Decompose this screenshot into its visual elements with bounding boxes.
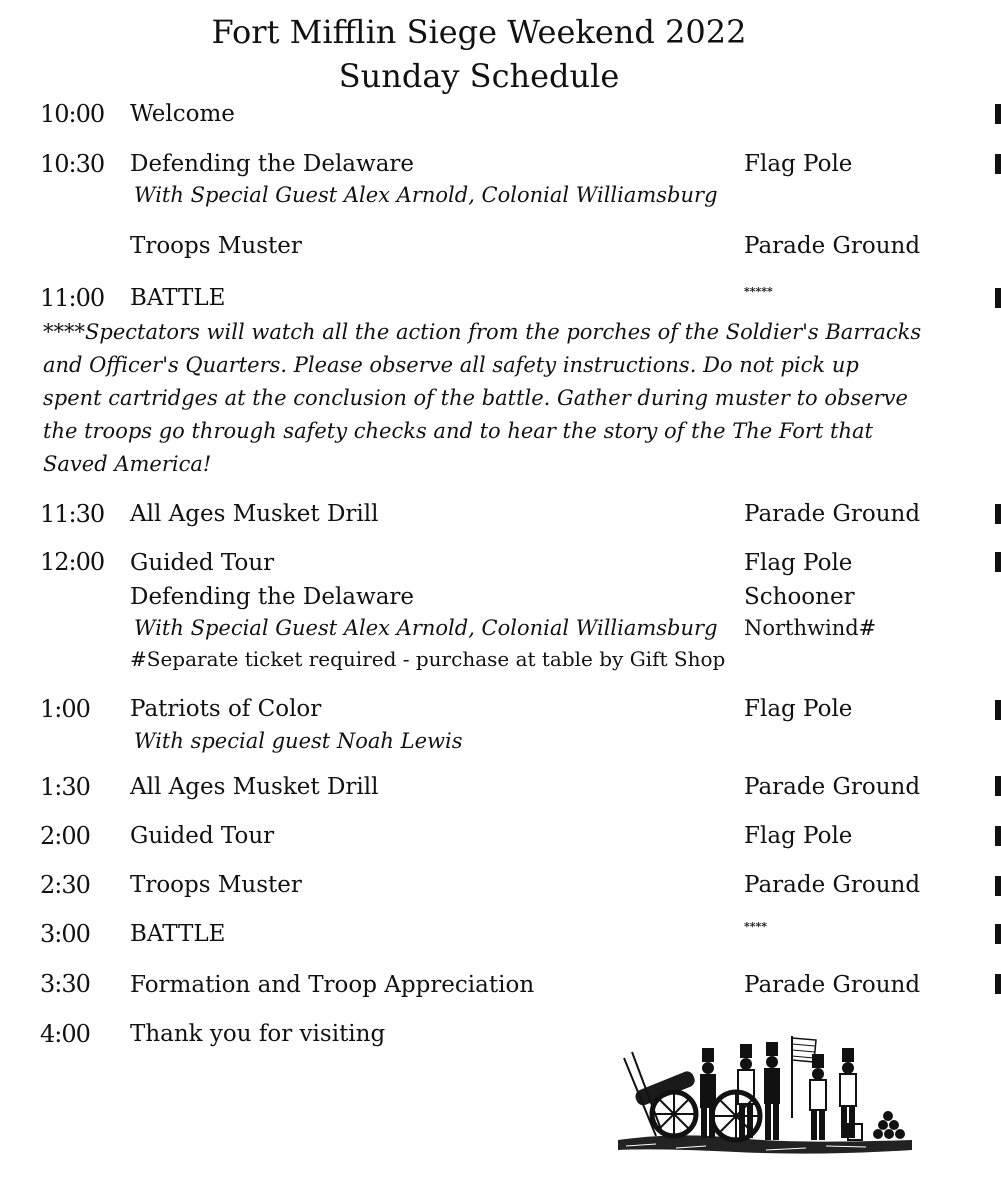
time-label: 11:30 (40, 500, 105, 528)
time-label: 3:00 (40, 920, 90, 948)
time-label: 10:00 (40, 100, 105, 128)
soldiers-with-cannon-engraving (616, 1028, 912, 1162)
time-label: 11:00 (40, 284, 105, 312)
cropped-text-fragment (995, 776, 1001, 796)
event-location: Schooner (744, 584, 855, 610)
event-title: Defending the Delaware (130, 151, 415, 177)
event-location: Parade Ground (744, 774, 921, 800)
time-label: 12:00 (40, 548, 105, 576)
time-label: 1:30 (40, 773, 90, 801)
time-label: 1:00 (40, 695, 90, 723)
event-location: **** (744, 920, 768, 933)
cropped-text-fragment (995, 104, 1001, 124)
cropped-text-fragment (995, 974, 1001, 994)
cropped-text-fragment (995, 504, 1001, 524)
event-title: Patriots of Color (130, 696, 322, 722)
event-guest: With Special Guest Alex Arnold, Colonial Williamsburg (134, 616, 718, 640)
event-title: Defending the Delaware (130, 584, 415, 610)
event-title: Troops Muster (130, 872, 302, 898)
event-location: Flag Pole (744, 696, 853, 722)
event-location: Flag Pole (744, 151, 853, 177)
time-label: 2:30 (40, 871, 90, 899)
event-location: Parade Ground (744, 501, 921, 527)
event-title: Troops Muster (130, 233, 302, 259)
cropped-text-fragment (995, 924, 1001, 944)
cropped-text-fragment (995, 288, 1001, 308)
note-line: ****Spectators will watch all the action from the porches of the Soldier's Barracks (43, 320, 922, 344)
battle-note (43, 316, 921, 481)
note-line: spent cartridges at the conclusion of the battle. Gather during muster to observe (43, 386, 908, 410)
event-title: Guided Tour (130, 823, 275, 849)
time-label: 3:30 (40, 970, 90, 998)
note-line: and Officer's Quarters. Please observe all safety instructions. Do not pick up (43, 353, 859, 377)
event-location: Northwind# (744, 616, 877, 640)
event-location: Flag Pole (744, 550, 853, 576)
time-label: 4:00 (40, 1020, 90, 1048)
cropped-text-fragment (995, 826, 1001, 846)
event-title: All Ages Musket Drill (130, 501, 379, 527)
cropped-text-fragment (995, 552, 1001, 572)
event-title: Welcome (130, 101, 235, 127)
note-line: the troops go through safety checks and to hear the story of the The Fort that (43, 419, 873, 443)
event-location: Parade Ground (744, 972, 921, 998)
event-title: Thank you for visiting (130, 1021, 386, 1047)
event-title: All Ages Musket Drill (130, 774, 379, 800)
cropped-text-fragment (995, 154, 1001, 174)
event-location: Parade Ground (744, 872, 921, 898)
page-subtitle: Sunday Schedule (338, 57, 620, 95)
event-location: Parade Ground (744, 233, 921, 259)
ticket-note: #Separate ticket required - purchase at table by Gift Shop (130, 647, 726, 671)
event-location: Flag Pole (744, 823, 853, 849)
event-title: Guided Tour (130, 550, 275, 576)
page-title: Fort Mifflin Siege Weekend 2022 (211, 13, 747, 51)
event-guest: With Special Guest Alex Arnold, Colonial Williamsburg (134, 183, 718, 207)
event-title: BATTLE (130, 285, 226, 311)
event-location: ***** (744, 285, 773, 298)
event-title: BATTLE (130, 921, 226, 947)
cropped-text-fragment (995, 876, 1001, 896)
event-guest: With special guest Noah Lewis (134, 729, 463, 753)
time-label: 10:30 (40, 150, 105, 178)
time-label: 2:00 (40, 822, 90, 850)
event-title: Formation and Troop Appreciation (130, 972, 535, 998)
cropped-text-fragment (995, 700, 1001, 720)
note-line: Saved America! (43, 452, 212, 476)
